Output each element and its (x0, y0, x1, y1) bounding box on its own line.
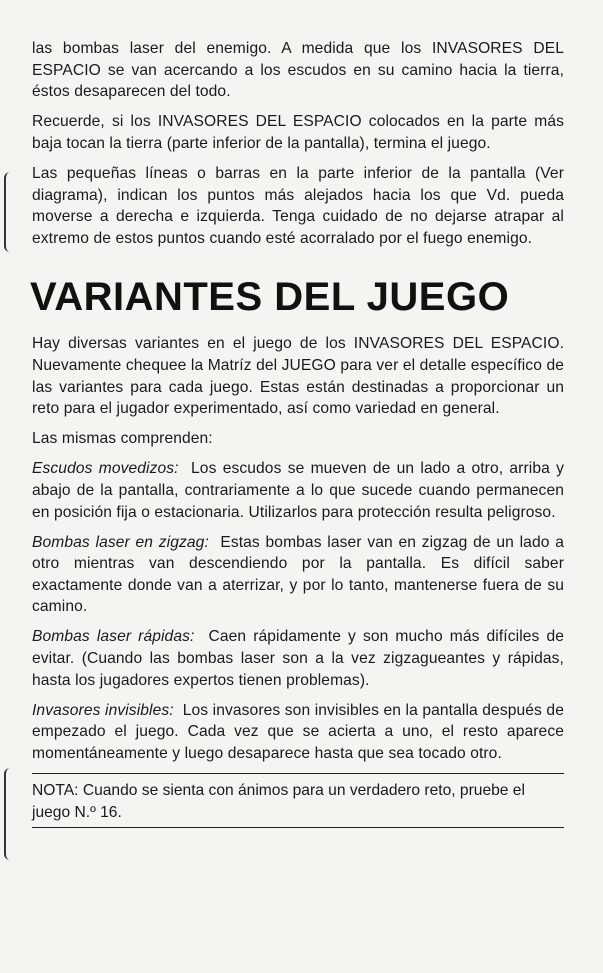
margin-mark-bottom (4, 768, 14, 860)
note-box: NOTA: Cuando se sienta con ánimos para un verdadero reto, pruebe el juego N.º 16. (32, 782, 525, 821)
variant-text: Los escudos se mueven de un lado a otro, arriba y abajo de la pantalla, contrariamente a lo que sucede cuando permanecen en posición fija o estacionaria. Utilizarlos para protección resulta peligroso. (32, 460, 564, 521)
paragraph-3: Las pequeñas líneas o barras en la parte inferior de la pantalla (Ver diagrama), indican los puntos más alejados hacia los que Vd. pueda moverse a derecha e izquierda. Tenga cuidado de no dejarse atrapar al extremo de estos puntos cuando esté acorralado por el fuego enemigo. (32, 164, 564, 247)
variant-text: Caen rápidamente y son mucho más difíciles de evitar. (Cuando las bombas laser son a la vez zigzagueantes y rápidas, hasta los jugadores expertos tienen problemas). (32, 628, 564, 689)
variant-text: Estas bombas laser van en zigzag de un lado a otro mientras van descendiendo por la pantalla. Es difícil saber exactamente donde van a aterrizar, y por lo tanto, mantenerse fuera de su camino. (32, 533, 564, 616)
intro-paragraph: Hay diversas variantes en el juego de los INVASORES DEL ESPACIO. Nuevamente chequee la Matríz del JUEGO para ver el detalle específico de las variantes para cada juego. Estas están destinadas a proporcionar un reto para el jugador experimentado, así como variedad en general. (32, 335, 564, 418)
variant-term: Escudos movedizos: (32, 460, 179, 478)
variant-moving-shields (32, 458, 564, 523)
variant-term: Bombas laser en zigzag: (32, 533, 209, 551)
variant-invisible-invaders (32, 700, 564, 765)
variant-term: Invasores invisibles: (32, 701, 174, 719)
variant-term: Bombas laser rápidas: (32, 628, 195, 646)
section-heading: VARIANTES DEL JUEGO (30, 275, 510, 320)
margin-mark-top (4, 172, 14, 252)
variant-zigzag-bombs (32, 532, 564, 618)
variant-fast-bombs (32, 626, 564, 691)
intro-list-lead: Las mismas comprenden: (32, 430, 213, 448)
divider-bottom (32, 827, 564, 828)
paragraph-2: Recuerde, si los INVASORES DEL ESPACIO colocados en la parte más baja tocan la tierra (parte inferior de la pantalla), termina el juego. (32, 113, 564, 152)
paragraph-1: las bombas laser del enemigo. A medida que los INVASORES DEL ESPACIO se van acercando a los escudos en su camino hacia la tierra, éstos desaparecen del todo. (32, 40, 564, 101)
divider-top (32, 773, 564, 774)
variant-text: Los invasores son invisibles en la pantalla después de empezado el juego. Cada vez que se acierta a uno, el resto aparece momentáneamente y luego desaparece hasta que sea tocado otro. (32, 701, 564, 762)
document-page (32, 38, 564, 828)
